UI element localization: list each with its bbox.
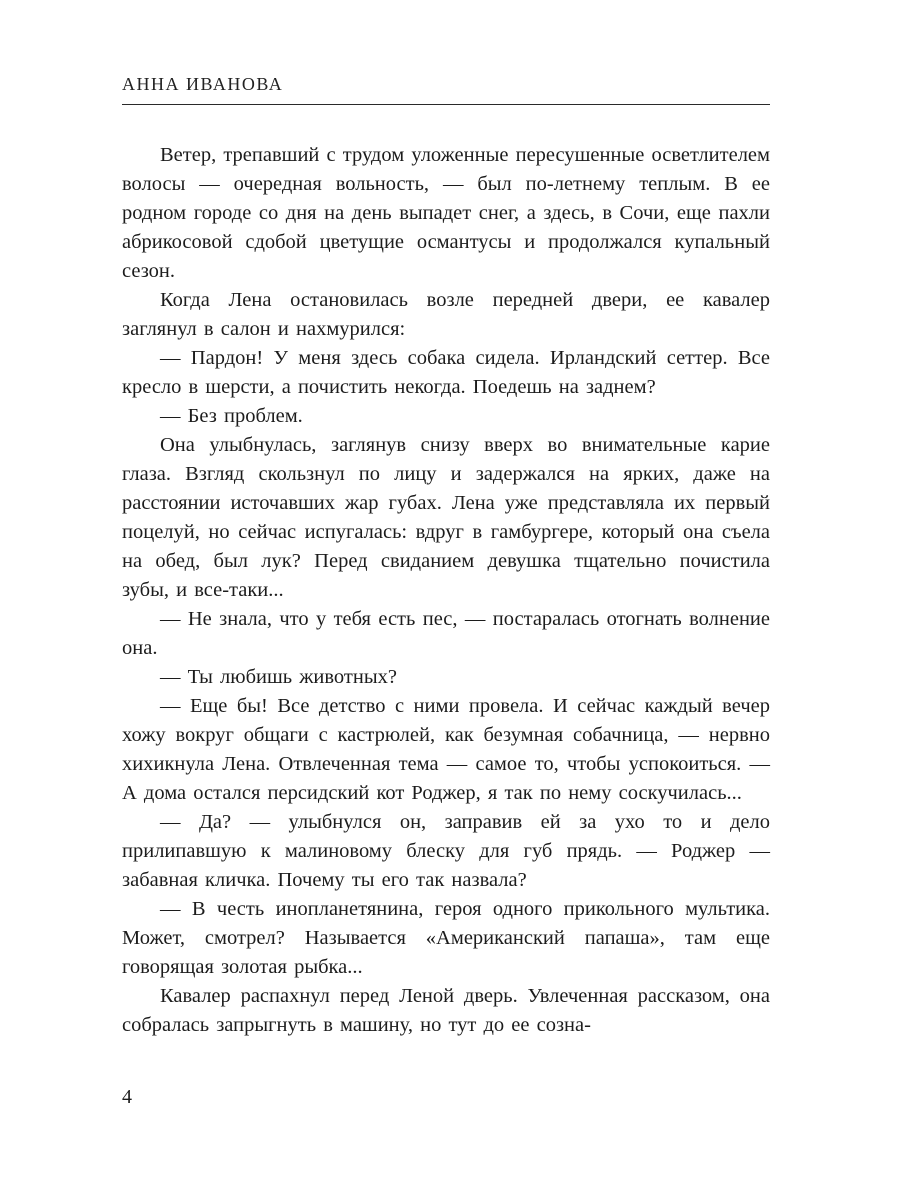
paragraph: — В честь инопланетянина, героя одного прикольного мультика. Может, смотрел? Называется «Американский папаша», там еще говорящая золотая рыбка... [122, 898, 770, 978]
paragraph: — Еще бы! Все детство с ними провела. И сейчас каждый вечер хожу вокруг общаги с кастрюлей, как безумная собачница, — нервно хихикнула Лена. Отвлеченная тема — самое то, чтобы успокоиться. — А дома остался персидский кот Роджер, я так по нему соскучилась... [122, 695, 770, 804]
paragraph: — Пардон! У меня здесь собака сидела. Ирландский сеттер. Все кресло в шерсти, а почистить некогда. Поедешь на заднем? [122, 347, 770, 398]
page-number: 4 [122, 1086, 132, 1108]
paragraph: Она улыбнулась, заглянув снизу вверх во внимательные карие глаза. Взгляд скользнул по лицу и задержался на ярких, даже на расстоянии источавших жар губах. Лена уже представляла их первый поцелуй, но сейчас испугалась: вдруг в гамбургере, который она съела на обед, был лук? Перед свиданием девушка тщательно почистила зубы, и все-таки... [122, 434, 770, 601]
paragraph: — Да? — улыбнулся он, заправив ей за ухо то и дело прилипавшую к малиновому блеску для губ прядь. — Роджер — забавная кличка. Почему ты его так назвала? [122, 811, 770, 891]
body-text [122, 141, 770, 1040]
book-page [122, 0, 770, 1200]
paragraph: Кавалер распахнул перед Леной дверь. Увлеченная рассказом, она собралась запрыгнуть в машину, но тут до ее созна- [122, 985, 770, 1036]
paragraph: Когда Лена остановилась возле передней двери, ее кавалер заглянул в салон и нахмурился: [122, 289, 770, 340]
paragraph: Ветер, трепавший с трудом уложенные пересушенные осветлителем волосы — очередная вольность, — был по-летнему теплым. В ее родном городе со дня на день выпадет снег, а здесь, в Сочи, еще пахли абрикосовой сдобой цветущие османтусы и продолжался купальный сезон. [122, 144, 770, 282]
running-header: АННА ИВАНОВА [122, 74, 770, 105]
paragraph: — Ты любишь животных? [160, 666, 397, 688]
paragraph: — Не знала, что у тебя есть пес, — постаралась отогнать волнение она. [122, 608, 770, 659]
paragraph: — Без проблем. [160, 405, 303, 427]
